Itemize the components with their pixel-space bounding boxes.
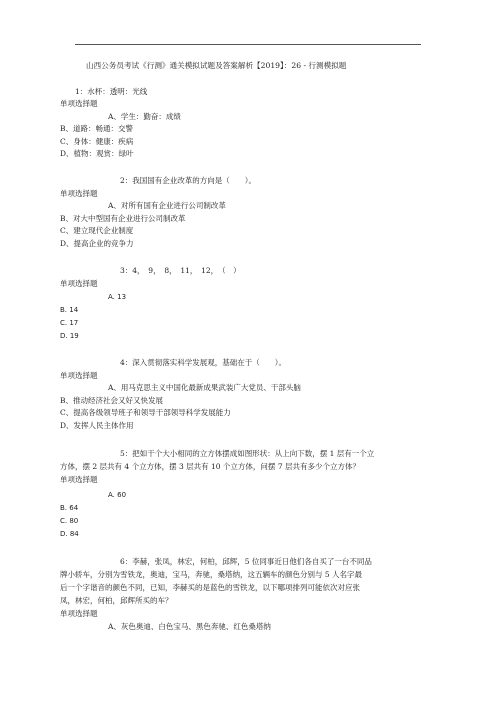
- option: A、灰色奥迪、白色宝马、黑色奔驰、红色桑塔纳: [108, 622, 271, 631]
- option: A. 60: [108, 491, 127, 499]
- question-2-stem: 2：我国国有企业改革的方向是（ ）。: [120, 176, 257, 185]
- option: B、对大中型国有企业进行公司制改革: [60, 214, 186, 223]
- option: B、道路：畅通：交警: [60, 124, 134, 133]
- question-6-stem-cont: 凤，林宏，何柏，邱辉所买的车？: [60, 596, 173, 605]
- header-rule: [75, 44, 421, 45]
- option: D、发挥人民主体作用: [60, 421, 134, 430]
- option: C、提高各级领导班子和领导干部领导科学发展能力: [60, 408, 231, 417]
- option: B、推动经济社会又好又快发展: [60, 396, 164, 405]
- question-type: 单项选择题: [60, 189, 98, 198]
- question-5-stem: 5：把如干个大小相同的立方体摆成如图形状：从上向下数，摆 1 层有一个立: [120, 449, 375, 458]
- option: D、提高企业的竞争力: [60, 239, 134, 248]
- question-4-stem: 4：深入贯彻落实科学发展观，基础在于（ ）。: [120, 358, 287, 367]
- option: B. 64: [60, 504, 79, 512]
- option: D、植物：观赏：绿叶: [60, 149, 134, 158]
- question-1-stem: 1：水杯：透明：光线: [75, 87, 148, 96]
- question-type: 单项选择题: [60, 475, 98, 484]
- question-6-stem-cont: 后一个字谐音的颜色不同，已知，李赫买的是蓝色的雪铁龙，以下哪项排列可能依次对应张: [60, 583, 360, 592]
- option: C. 80: [60, 517, 79, 525]
- question-6-stem-cont: 牌小轿车，分别为雪铁龙，奥迪，宝马，奔驰，桑塔纳，这五辆车的颜色分别与 5 人名字最: [60, 570, 363, 579]
- option: A、学生：勤奋：成绩: [108, 112, 181, 121]
- option: C、身体：健康：疾病: [60, 137, 134, 146]
- option: C. 17: [60, 319, 79, 327]
- question-3-stem: 3：4， 9， 8， 11， 12， （ ）: [120, 266, 241, 275]
- option: A. 13: [108, 293, 127, 301]
- option: A、用马克思主义中国化最新成果武装广大党员、干部头脑: [108, 383, 301, 392]
- question-type: 单项选择题: [60, 371, 98, 380]
- question-type: 单项选择题: [60, 279, 98, 288]
- question-type: 单项选择题: [60, 609, 98, 618]
- option: D. 84: [60, 530, 79, 538]
- doc-title: 山西公务员考试《行测》通关模拟试题及答案解析【2019】：26 - 行测模拟题: [86, 61, 347, 70]
- option: D. 19: [60, 332, 79, 340]
- question-type: 单项选择题: [60, 99, 98, 108]
- question-6-stem: 6：李赫，张凤，林宏，何柏，邱辉，5 位同事近日他们各自买了一台不同品: [120, 557, 372, 566]
- option: C、建立现代企业制度: [60, 226, 134, 235]
- question-5-stem-cont: 方体，摆 2 层共有 4 个立方体，摆 3 层共有 10 个立方体，问摆 7 层共有多少个立方体？: [60, 462, 360, 471]
- option: B. 14: [60, 306, 79, 314]
- option: A、对所有国有企业进行公司制改革: [108, 201, 226, 210]
